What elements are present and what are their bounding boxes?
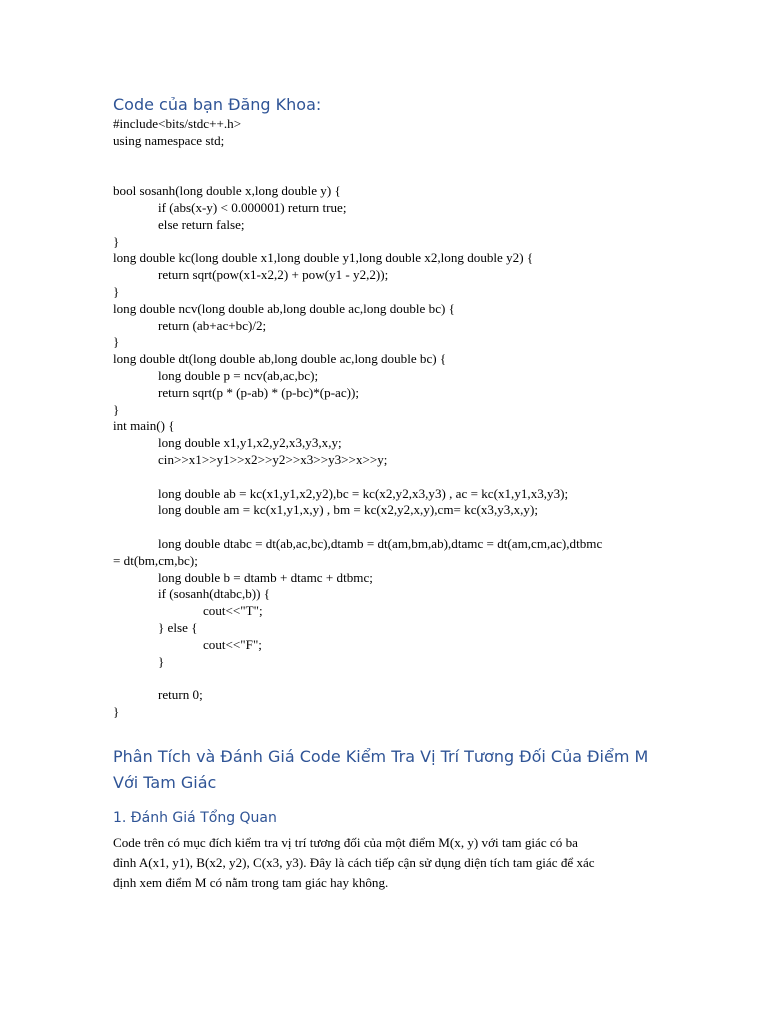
code-line: return sqrt(p * (p-ab) * (p-bc)*(p-ac)); bbox=[158, 384, 360, 400]
code-line: return sqrt(pow(x1-x2,2) + pow(y1 - y2,2)); bbox=[158, 267, 389, 283]
code-line: } bbox=[113, 401, 120, 417]
code-line: return (ab+ac+bc)/2; bbox=[158, 317, 267, 333]
code-line: long double x1,y1,x2,y2,x3,y3,x,y; bbox=[158, 435, 342, 451]
code-line: return 0; bbox=[158, 687, 203, 703]
paragraph-line: định xem điểm M có nằm trong tam giác hay không. bbox=[113, 875, 389, 890]
code-line: } else { bbox=[158, 619, 198, 635]
code-line bbox=[113, 670, 602, 687]
code-line bbox=[113, 519, 602, 536]
code-block bbox=[113, 116, 602, 721]
code-line: = dt(bm,cm,bc); bbox=[113, 552, 198, 568]
code-line: long double dtabc = dt(ab,ac,bc),dtamb = dt(am,bm,ab),dtamc = dt(am,cm,ac),dtbmc bbox=[158, 535, 603, 551]
code-line: long double p = ncv(ab,ac,bc); bbox=[158, 367, 319, 383]
code-line: cout<<"F"; bbox=[203, 636, 262, 652]
code-line: int main() { bbox=[113, 418, 175, 434]
code-line: long double ncv(long double ab,long double ac,long double bc) { bbox=[113, 300, 455, 316]
code-line: } bbox=[113, 283, 120, 299]
code-line bbox=[113, 150, 602, 167]
code-line: } bbox=[158, 653, 165, 669]
code-line: else return false; bbox=[158, 216, 245, 232]
code-line: long double ab = kc(x1,y1,x2,y2),bc = kc(x2,y2,x3,y3) , ac = kc(x1,y1,x3,y3); bbox=[158, 485, 569, 501]
code-heading: Code của bạn Đăng Khoa: bbox=[113, 95, 322, 114]
section-heading: 1. Đánh Giá Tổng Quan bbox=[113, 810, 277, 826]
code-line: using namespace std; bbox=[113, 132, 225, 148]
code-line: #include<bits/stdc++.h> bbox=[113, 116, 242, 131]
code-line: } bbox=[113, 233, 120, 249]
code-line: long double kc(long double x1,long double y1,long double x2,long double y2) { bbox=[113, 250, 534, 266]
overview-paragraph bbox=[113, 833, 643, 893]
code-line: if (abs(x-y) < 0.000001) return true; bbox=[158, 199, 347, 215]
code-line: } bbox=[113, 334, 120, 350]
code-line: long double am = kc(x1,y1,x,y) , bm = kc(x2,y2,x,y),cm= kc(x3,y3,x,y); bbox=[158, 502, 538, 518]
code-line: cout<<"T"; bbox=[203, 603, 263, 619]
code-line: long double b = dtamb + dtamc + dtbmc; bbox=[158, 569, 373, 585]
code-line: } bbox=[113, 703, 120, 719]
document-title: Phân Tích và Đánh Giá Code Kiểm Tra Vị Trí Tương Đối Của Điểm M Với Tam Giác bbox=[113, 747, 649, 792]
code-line bbox=[113, 166, 602, 183]
paragraph-line: Code trên có mục đích kiểm tra vị trí tương đối của một điểm M(x, y) với tam giác có ba bbox=[113, 835, 578, 850]
paragraph-line: đỉnh A(x1, y1), B(x2, y2), C(x3, y3). Đây là cách tiếp cận sử dụng diện tích tam giác để xác bbox=[113, 855, 595, 870]
code-line bbox=[113, 469, 602, 486]
code-line: long double dt(long double ab,long double ac,long double bc) { bbox=[113, 351, 447, 367]
code-line: bool sosanh(long double x,long double y) { bbox=[113, 183, 341, 199]
code-line: if (sosanh(dtabc,b)) { bbox=[158, 586, 271, 602]
code-line: cin>>x1>>y1>>x2>>y2>>x3>>y3>>x>>y; bbox=[158, 451, 388, 467]
